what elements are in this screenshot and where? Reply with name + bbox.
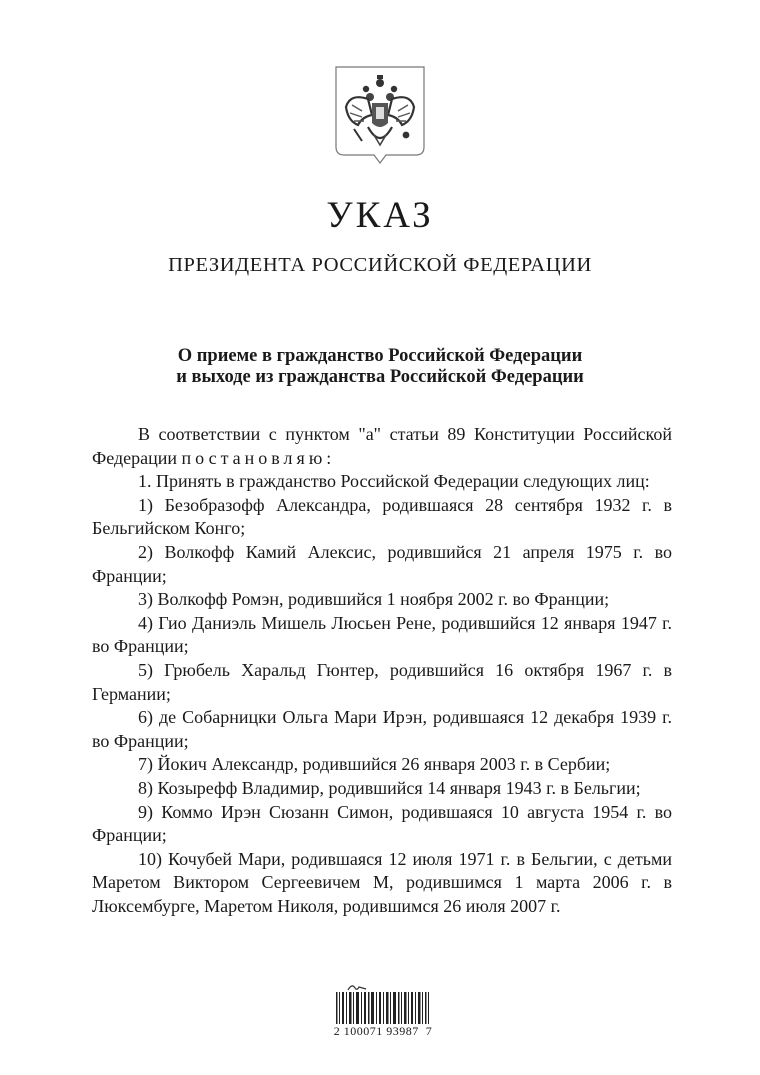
- decree-heading: [0, 346, 760, 388]
- person-entry: 2) Волкофф Камий Алексис, родившийся 21 апреля 1975 г. во Франции;: [92, 541, 672, 586]
- person-entry: 8) Козырефф Владимир, родившийся 14 января 1943 г. в Бельгии;: [138, 777, 641, 798]
- document-title: УКАЗ: [326, 195, 434, 236]
- decree-word: постановляю:: [181, 447, 336, 468]
- document-subtitle: ПРЕЗИДЕНТА РОССИЙСКОЙ ФЕДЕРАЦИИ: [168, 254, 592, 276]
- person-entry: 9) Коммо Ирэн Сюзанн Симон, родившаяся 10 августа 1954 г. во Франции;: [92, 801, 672, 846]
- preamble-paragraph: [92, 423, 672, 470]
- document-barcode: [333, 982, 433, 1038]
- signature-mark-icon: [346, 982, 368, 992]
- person-entry: 5) Грюбель Харальд Гюнтер, родившийся 16 октября 1967 г. в Германии;: [92, 659, 672, 704]
- barcode-icon: [336, 992, 430, 1024]
- barcode-number: 2 100071 93987 7: [333, 1024, 433, 1038]
- person-entry: 7) Йокич Александр, родившийся 26 января 2003 г. в Сербии;: [138, 754, 611, 775]
- decree-heading-line-2: и выходе из гражданства Российской Федерации: [176, 367, 584, 387]
- person-entry: 1) Безобразофф Александра, родившаяся 28 сентября 1932 г. в Бельгийском Конго;: [92, 494, 672, 539]
- person-entry: 6) де Собарницки Ольга Мари Ирэн, родившаяся 12 декабря 1939 г. во Франции;: [92, 707, 672, 751]
- decree-heading-line-1: О приеме в гражданство Российской Федерации: [177, 346, 583, 366]
- decree-body: [92, 423, 672, 918]
- person-entry: 4) Гио Даниэль Мишель Люсьен Рене, родившийся 12 января 1947 г. во Франции;: [92, 612, 672, 657]
- russian-coat-of-arms-icon: [332, 63, 428, 167]
- preamble-text: В соответствии с пунктом "а" статьи 89 Конституции Российской Федерации: [92, 424, 672, 468]
- clause-1: 1. Принять в гражданство Российской Федерации следующих лиц:: [138, 471, 650, 492]
- person-entry: 3) Волкофф Ромэн, родившийся 1 ноября 2002 г. во Франции;: [138, 589, 610, 610]
- person-entry: 10) Кочубей Мари, родившаяся 12 июля 1971 г. в Бельгии, с детьми Маретом Виктором Сергеевичем М, родившимся 1 марта 2006 г. в Люксембурге, Маретом Николя, родившимся 26 июля 2007 г.: [92, 848, 672, 916]
